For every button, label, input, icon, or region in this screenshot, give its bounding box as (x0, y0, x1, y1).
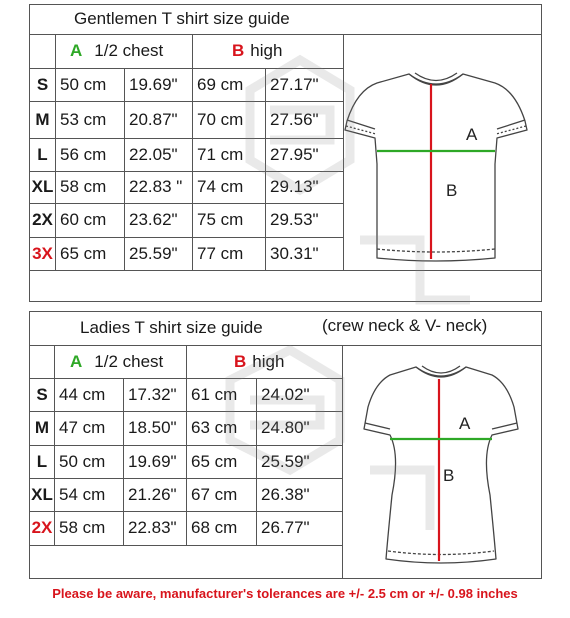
chest-letter-a: A (70, 41, 83, 60)
cell-chest-in: 21.26" (128, 484, 177, 504)
chest-letter-a: A (70, 351, 83, 371)
cell-size: M (34, 418, 50, 437)
cell-high-cm: 77 cm (197, 243, 244, 263)
cell-high-in: 26.77" (261, 518, 310, 537)
cell-chest-in: 19.69" (129, 74, 178, 94)
mens-size-guide (29, 4, 542, 302)
cell-chest-cm: 53 cm (60, 109, 107, 129)
cell-chest-in: 22.05" (129, 144, 178, 164)
cell-high-in: 27.56" (270, 109, 319, 129)
diagram-label-a: A (466, 125, 478, 144)
cell-high-in: 24.80" (261, 418, 310, 437)
cell-high-in: 29.53" (270, 210, 319, 229)
cell-chest-in: 18.50" (128, 418, 177, 437)
diagram-label-b: B (443, 466, 455, 485)
mens-high-header (232, 34, 282, 68)
cell-chest-in: 20.87" (129, 109, 178, 129)
cell-size: M (35, 109, 50, 129)
ladies-title: Ladies T shirt size guide (80, 318, 263, 337)
cell-chest-cm: 58 cm (59, 518, 106, 537)
cell-size: L (37, 144, 48, 164)
cell-size: XL (31, 177, 54, 196)
cell-high-cm: 69 cm (197, 74, 244, 94)
cell-high-cm: 65 cm (191, 451, 238, 471)
ladies-high-header (234, 345, 284, 378)
cell-chest-in: 22.83" (128, 518, 177, 537)
high-letter-b: B (232, 41, 245, 60)
cell-size: 3X (32, 243, 53, 263)
cell-high-cm: 75 cm (197, 210, 244, 229)
cell-chest-cm: 58 cm (60, 177, 107, 196)
cell-chest-cm: 50 cm (59, 451, 106, 471)
ladies-size-guide (29, 311, 542, 579)
ladies-chest-header (70, 345, 163, 378)
cell-high-in: 29.13" (270, 177, 319, 196)
cell-high-cm: 67 cm (191, 484, 238, 504)
cell-high-cm: 63 cm (191, 418, 238, 437)
chest-label: 1/2 chest (94, 41, 164, 60)
mens-chest-header (70, 34, 163, 68)
cell-chest-cm: 65 cm (60, 243, 107, 263)
cell-size: S (36, 74, 49, 94)
mens-tshirt-icon (343, 34, 541, 270)
chest-label: 1/2 chest (94, 351, 164, 371)
diagram-label-a: A (459, 414, 471, 433)
cell-chest-in: 23.62" (129, 210, 178, 229)
cell-high-in: 27.95" (270, 144, 319, 164)
cell-high-in: 25.59" (261, 451, 310, 471)
high-label: high (250, 41, 283, 60)
cell-high-cm: 68 cm (191, 518, 238, 537)
high-letter-b: B (234, 351, 247, 371)
high-label: high (252, 351, 285, 371)
cell-size: 2X (32, 210, 53, 229)
tolerance-notice: Please be aware, manufacturer's tolerances are +/- 2.5 cm or +/- 0.98 inches (52, 586, 518, 601)
diagram-label-b: B (446, 181, 458, 200)
cell-chest-cm: 54 cm (59, 484, 106, 504)
cell-size: 2X (31, 518, 53, 537)
cell-high-in: 26.38" (261, 484, 310, 504)
mens-title: Gentlemen T shirt size guide (74, 9, 290, 28)
cell-chest-cm: 50 cm (60, 74, 107, 94)
cell-size: L (36, 451, 48, 471)
cell-chest-in: 17.32" (128, 384, 177, 404)
cell-chest-cm: 47 cm (59, 418, 106, 437)
cell-high-in: 24.02" (261, 384, 310, 404)
cell-high-in: 27.17" (270, 74, 319, 94)
cell-chest-cm: 60 cm (60, 210, 107, 229)
cell-size: XL (31, 484, 53, 504)
cell-chest-in: 22.83 " (129, 177, 183, 196)
womens-tshirt-icon (342, 345, 540, 578)
ladies-subtitle: (crew neck & V- neck) (322, 316, 488, 335)
cell-chest-in: 25.59" (129, 243, 178, 263)
cell-high-in: 30.31" (270, 243, 319, 263)
cell-high-cm: 70 cm (197, 109, 244, 129)
cell-high-cm: 61 cm (191, 384, 238, 404)
cell-high-cm: 71 cm (197, 144, 244, 164)
cell-chest-cm: 44 cm (59, 384, 106, 404)
cell-size: S (36, 384, 48, 404)
cell-chest-cm: 56 cm (60, 144, 107, 164)
cell-high-cm: 74 cm (197, 177, 244, 196)
cell-chest-in: 19.69" (128, 451, 177, 471)
